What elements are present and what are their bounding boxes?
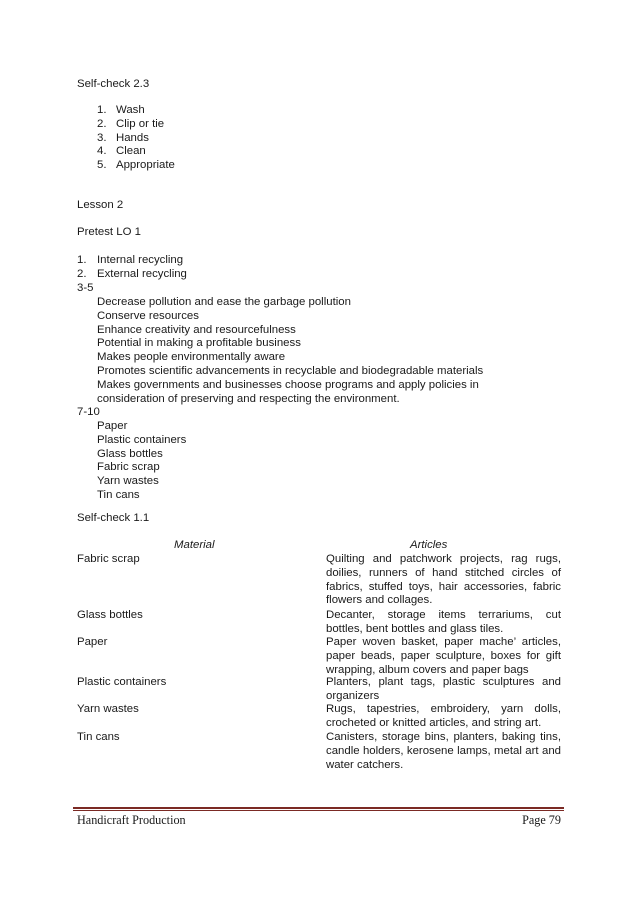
list-item: Paper [97, 420, 128, 432]
range-label-7-10: 7-10 [77, 406, 100, 418]
selfcheck-2-3-heading: Self-check 2.3 [77, 78, 150, 90]
list-item: Makes people environmentally aware [97, 351, 286, 364]
list-item: Fabric scrap [97, 461, 160, 474]
lesson-heading: Lesson 2 [77, 199, 124, 211]
table-cell-articles: Planters, plant tags, plastic sculptures and organizers [326, 676, 561, 702]
footer-title: Handicraft Production [77, 813, 186, 827]
table-cell-material: Paper [77, 636, 108, 648]
list-item: Glass bottles [97, 447, 163, 460]
table-cell-material: Tin cans [77, 731, 120, 743]
list-item: 2. External recycling [77, 267, 187, 280]
table-cell-articles: Canisters, storage bins, planters, baking tins, candle holders, kerosene lamps, metal art and water catchers. [326, 731, 561, 771]
list-item: Potential in making a profitable business [97, 337, 301, 350]
list-item: 2. Clip or tie [97, 117, 165, 130]
footer-rule [73, 807, 564, 809]
list-item: 5. Appropriate [97, 159, 175, 172]
list-item: 1. Internal recycling [77, 254, 184, 266]
list-item: Makes governments and businesses choose programs and apply policies in [97, 378, 479, 391]
list-item: Enhance creativity and resourcefulness [97, 323, 296, 336]
list-item: 3. Hands [97, 131, 149, 144]
list-item: Yarn wastes [97, 475, 159, 488]
table-cell-material: Plastic containers [77, 676, 167, 688]
table-cell-articles: Quilting and patchwork projects, rag rugs, doilies, runners of hand stitched circles of fabrics, stuffed toys, hair accessories, fabric flowers and collages. [326, 553, 561, 607]
table-cell-material: Glass bottles [77, 609, 143, 621]
list-item: Conserve resources [97, 309, 199, 322]
selfcheck-1-1-heading: Self-check 1.1 [77, 512, 150, 524]
table-cell-articles: Paper woven basket, paper mache’ articles, paper beads, paper sculpture, boxes for gift wrapping, album covers and paper bags [326, 636, 561, 676]
selfcheck-2-3-list [97, 104, 175, 173]
column-header-articles: Articles [410, 539, 448, 551]
list-item: Decrease pollution and ease the garbage pollution [97, 296, 351, 308]
benefits-list [97, 296, 483, 406]
range-label-3-5: 3-5 [77, 282, 94, 294]
column-header-material: Material [174, 539, 215, 551]
list-item: consideration of preserving and respecting the environment. [97, 392, 400, 405]
page-number: Page 79 [522, 813, 561, 827]
table-cell-material: Yarn wastes [77, 703, 139, 715]
table-cell-articles: Decanter, storage items terrariums, cut bottles, bent bottles and glass tiles. [326, 609, 561, 635]
table-cell-articles: Rugs, tapestries, embroidery, yarn dolls, crocheted or knitted articles, and string art. [326, 703, 561, 729]
pretest-answers-list [77, 254, 187, 282]
list-item: 1. Wash [97, 104, 145, 116]
list-item: Plastic containers [97, 433, 187, 446]
footer-rule-thin [73, 810, 564, 811]
table-cell-material: Fabric scrap [77, 553, 140, 565]
materials-list [97, 420, 186, 503]
list-item: Tin cans [97, 488, 140, 501]
pretest-heading: Pretest LO 1 [77, 226, 141, 238]
list-item: Promotes scientific advancements in recyclable and biodegradable materials [97, 364, 484, 377]
list-item: 4. Clean [97, 145, 146, 158]
